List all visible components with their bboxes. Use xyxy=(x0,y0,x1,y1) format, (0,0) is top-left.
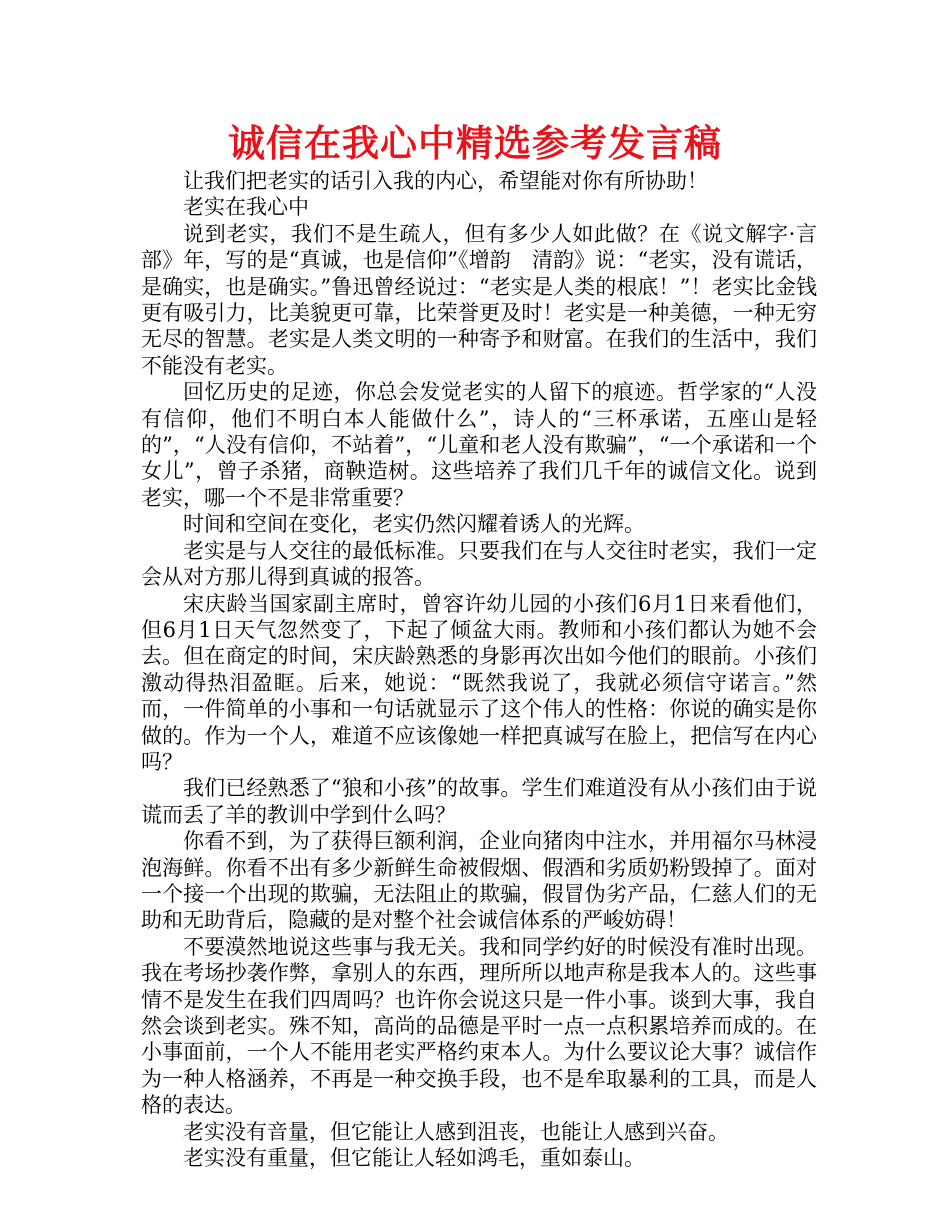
paragraph: 让我们把老实的话引入我的内心，希望能对你有所协助！ xyxy=(183,169,708,193)
paragraph: 老实是与人交往的最低标准。只要我们在与人交往时老实，我们一定会从对方那儿得到真诚的报答。 xyxy=(141,538,817,590)
paragraph: 我们已经熟悉了“狼和小孩”的故事。学生们难道没有从小孩们由于说谎而丢了羊的教训中学到什么吗？ xyxy=(141,776,817,827)
paragraph: 老实在我心中 xyxy=(183,195,309,220)
paragraph: 老实没有音量，但它能让人感到沮丧，也能让人感到兴奋。 xyxy=(183,1119,729,1144)
document-title: 诚信在我心中精选参考发言稿 xyxy=(228,122,722,165)
paragraph: 不要漠然地说这些事与我无关。我和同学约好的时候没有准时出现。我在考场抄袭作弊，拿别人的东西，理所所以地声称是我本人的。这些事情不是发生在我们四周吗？也许你会说这只是一件小事。谈到大事，我自然会谈到老实。殊不知，高尚的品德是平时一点一点积累培养而成的。在小事面前，一个人不能用老实严格约束本人。为什么要议论大事？诚信作为一种人格涵养，不再是一种交换手段，也不是牟取暴利的工具，而是人格的表达。 xyxy=(141,934,817,1118)
paragraph: 说到老实，我们不是生疏人，但有多少人如此做？在《说文解字·言部》年，写的是“真诚，也是信仰”《增韵 清韵》说：“老实，没有谎话，是确实，也是确实。”鲁迅曾经说过：“老实是人类的根底！”！老实比金钱更有吸引力，比美貌更可靠，比荣誉更及时！老实是一种美德，一种无穷无尽的智慧。老实是人类文明的一种寄予和财富。在我们的生活中，我们不能没有老实。 xyxy=(141,221,817,378)
paragraph: 宋庆龄当国家副主席时，曾容许幼儿园的小孩们6月1日来看他们，但6月1日天气忽然变了，下起了倾盆大雨。教师和小孩们都认为她不会去。但在商定的时间，宋庆龄熟悉的身影再次出如今他们的眼前。小孩们激动得热泪盈眶。后来，她说：“既然我说了，我就必须信守诺言。”然而，一件简单的小事和一句话就显示了这个伟人的性格：你说的确实是你做的。作为一个人，难道不应该像她一样把真诚写在脸上，把信写在内心吗？ xyxy=(141,591,817,774)
paragraph: 时间和空间在变化，老实仍然闪耀着诱人的光辉。 xyxy=(183,512,645,537)
paragraph: 回忆历史的足迹，你总会发觉老实的人留下的痕迹。哲学家的“人没有信仰，他们不明白本人能做什么”，诗人的“三杯承诺，五座山是轻的”，“人没有信仰，不站着”，“儿童和老人没有欺骗”，“一个承诺和一个女儿”，曾子杀猪，商鞅造树。这些培养了我们几千年的诚信文化。说到老实，哪一个不是非常重要？ xyxy=(141,380,817,510)
document-body xyxy=(141,168,817,1171)
paragraph: 老实没有重量，但它能让人轻如鸿毛，重如泰山。 xyxy=(183,1146,645,1171)
paragraph: 你看不到，为了获得巨额利润，企业向猪肉中注水，并用福尔马林浸泡海鲜。你看不出有多少新鲜生命被假烟、假酒和劣质奶粉毁掉了。面对一个接一个出现的欺骗，无法阻止的欺骗，假冒伪劣产品，仁慈人们的无助和无助背后，隐藏的是对整个社会诚信体系的严峻妨碍！ xyxy=(141,829,817,933)
